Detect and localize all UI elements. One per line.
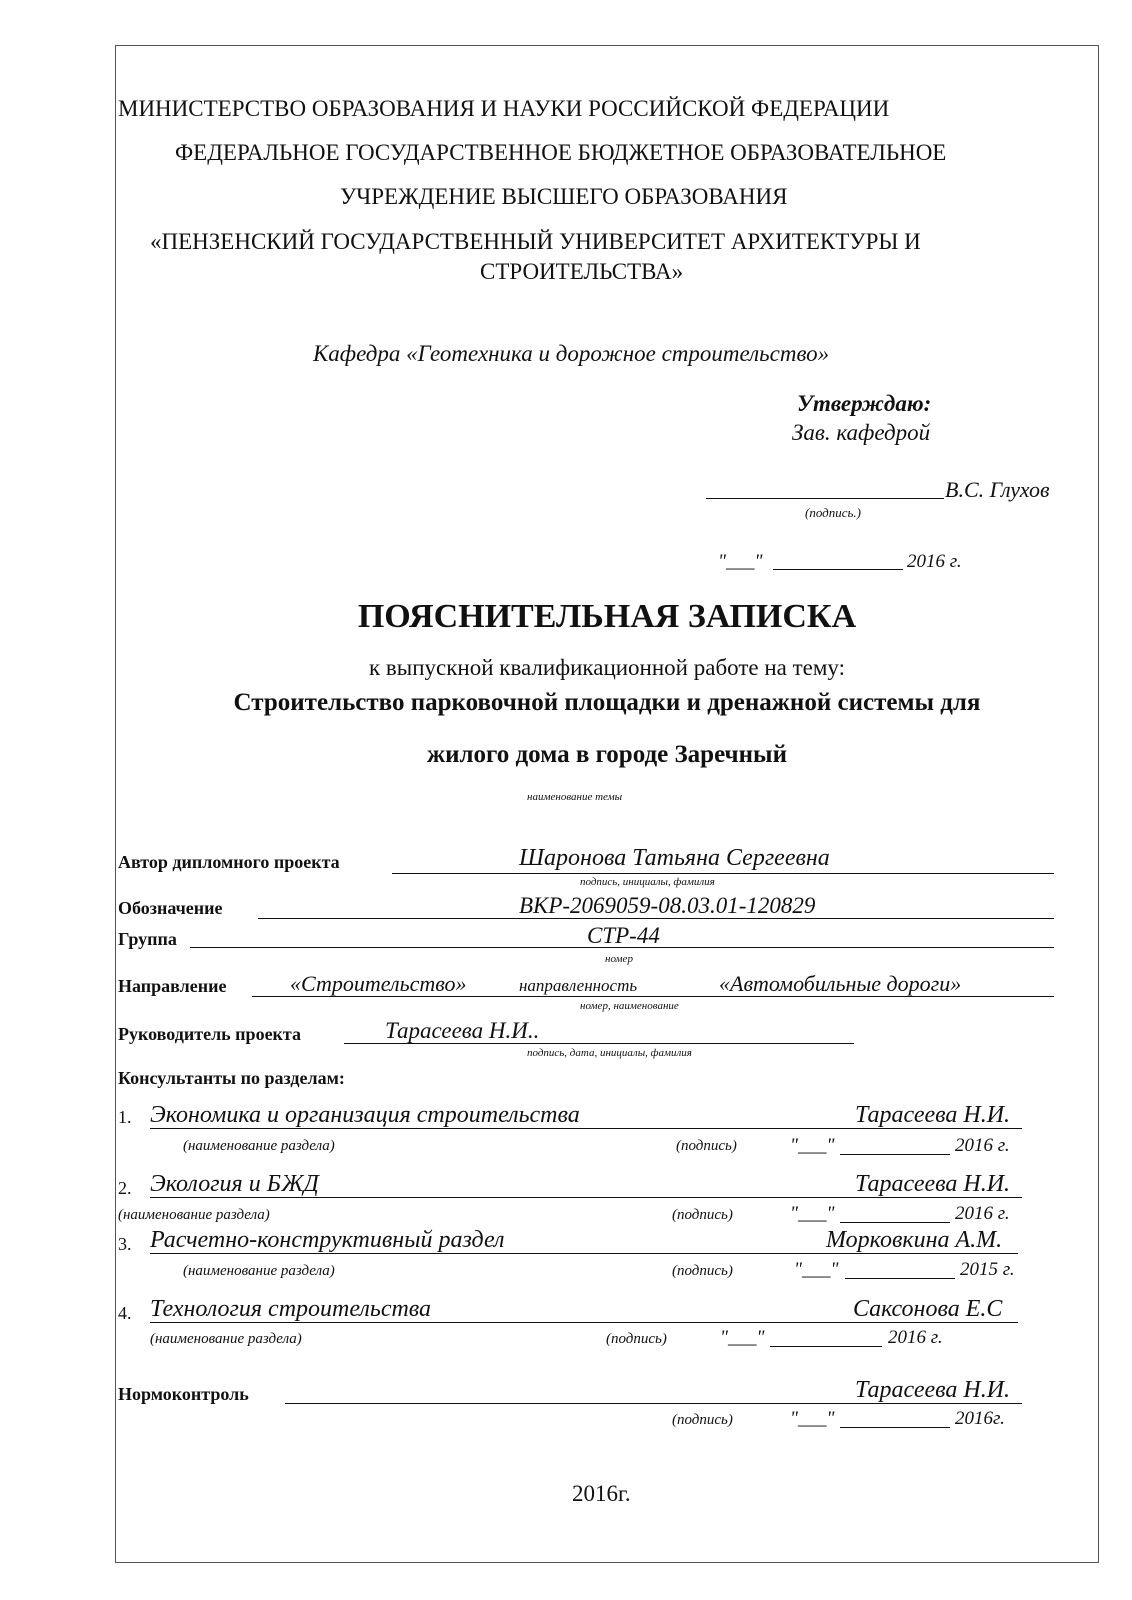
approval-title: Утверждаю: bbox=[797, 391, 932, 416]
supervisor-value: Тарасеева Н.И.. bbox=[385, 1018, 540, 1043]
normcontrol-name: Тарасеева Н.И. bbox=[855, 1377, 1011, 1403]
normcontrol-date-line bbox=[840, 1427, 950, 1428]
document-title: ПОЯСНИТЕЛЬНАЯ ЗАПИСКА bbox=[357, 598, 857, 635]
consultant-3-name: Морковкина А.М. bbox=[826, 1227, 1003, 1253]
author-caption: подпись, инициалы, фамилия bbox=[580, 876, 715, 888]
consultant-1-number: 1. bbox=[118, 1107, 132, 1127]
ministry-line: МИНИСТЕРСТВО ОБРАЗОВАНИЯ И НАУКИ РОССИЙСКОЙ ФЕДЕРАЦИИ bbox=[118, 96, 890, 121]
approval-year: 2016 г. bbox=[907, 551, 962, 572]
consultant-1-sign-caption: (подпись) bbox=[676, 1138, 737, 1154]
consultant-2-name: Тарасеева Н.И. bbox=[855, 1171, 1011, 1197]
consultant-3-section: Расчетно-конструктивный раздел bbox=[150, 1227, 505, 1253]
normcontrol-year: 2016г. bbox=[955, 1408, 1005, 1429]
approval-date-day: "___" bbox=[718, 551, 763, 572]
direction-label: Направление bbox=[118, 976, 227, 996]
consultant-1-section: Экономика и организация строительства bbox=[150, 1102, 580, 1128]
document-subtitle: к выпускной квалификационной работе на тему: bbox=[368, 655, 846, 680]
normcontrol-label: Нормоконтроль bbox=[118, 1384, 249, 1404]
consultant-2-section-caption: (наименование раздела) bbox=[118, 1207, 270, 1223]
approval-name: В.С. Глухов bbox=[945, 477, 1050, 502]
consultant-4-date-day: "___" bbox=[720, 1327, 765, 1348]
footer-year: 2016г. bbox=[572, 1481, 631, 1506]
supervisor-label: Руководитель проекта bbox=[118, 1024, 301, 1044]
consultant-2-date-day: "___" bbox=[790, 1203, 835, 1224]
institution-line-1: ФЕДЕРАЛЬНОЕ ГОСУДАРСТВЕННОЕ БЮДЖЕТНОЕ ОБРАЗОВАТЕЛЬНОЕ bbox=[175, 140, 947, 165]
topic-caption: наименование темы bbox=[527, 791, 623, 803]
author-line bbox=[392, 873, 1054, 874]
consultant-2-number: 2. bbox=[118, 1178, 132, 1198]
consultant-4-sign-caption: (подпись) bbox=[606, 1331, 667, 1347]
profile-label: направленность bbox=[519, 976, 638, 995]
consultant-4-number: 4. bbox=[118, 1303, 132, 1323]
profile-value: «Автомобильные дороги» bbox=[719, 971, 962, 996]
consultant-1-section-caption: (наименование раздела) bbox=[183, 1138, 335, 1154]
topic-line-2: жилого дома в городе Заречный bbox=[427, 741, 787, 768]
direction-caption: номер, наименование bbox=[580, 1000, 679, 1012]
consultant-2-year: 2016 г. bbox=[955, 1203, 1010, 1224]
designation-value: ВКР-2069059-08.03.01-120829 bbox=[519, 893, 816, 918]
consultant-3-sign-caption: (подпись) bbox=[672, 1263, 733, 1279]
consultant-2-section: Экология и БЖД bbox=[150, 1171, 319, 1197]
approval-signature-caption: (подпись.) bbox=[805, 505, 861, 520]
consultant-3-year: 2015 г. bbox=[960, 1259, 1015, 1280]
consultant-1-year: 2016 г. bbox=[955, 1135, 1010, 1156]
designation-label: Обозначение bbox=[118, 898, 223, 918]
consultant-2-date-line bbox=[840, 1222, 950, 1223]
institution-line-2: УЧРЕЖДЕНИЕ ВЫСШЕГО ОБРАЗОВАНИЯ bbox=[340, 184, 788, 209]
topic-line-1: Строительство парковочной площадки и дренажной системы для bbox=[233, 689, 981, 716]
consultant-4-section-caption: (наименование раздела) bbox=[150, 1331, 302, 1347]
normcontrol-date-day: "___" bbox=[790, 1408, 835, 1429]
group-caption: номер bbox=[605, 953, 633, 965]
university-line-1: «ПЕНЗЕНСКИЙ ГОСУДАРСТВЕННЫЙ УНИВЕРСИТЕТ АРХИТЕКТУРЫ И bbox=[150, 229, 921, 254]
consultant-4-date-line bbox=[770, 1346, 882, 1347]
consultant-3-date-line bbox=[845, 1278, 955, 1279]
approval-role: Зав. кафедрой bbox=[792, 420, 931, 445]
consultant-1-name: Тарасеева Н.И. bbox=[855, 1102, 1011, 1128]
author-value: Шаронова Татьяна Сергеевна bbox=[519, 845, 830, 871]
consultant-4-section: Технология строительства bbox=[150, 1296, 432, 1322]
consultant-3-date-day: "___" bbox=[794, 1259, 839, 1280]
department-name: Кафедра «Геотехника и дорожное строительство» bbox=[313, 341, 830, 366]
author-label: Автор дипломного проекта bbox=[118, 852, 340, 872]
normcontrol-sign-caption: (подпись) bbox=[672, 1412, 733, 1428]
consultant-2-sign-caption: (подпись) bbox=[672, 1207, 733, 1223]
approval-date-line bbox=[773, 569, 903, 570]
group-label: Группа bbox=[118, 929, 177, 949]
approval-signature-line bbox=[706, 498, 944, 499]
consultant-3-number: 3. bbox=[118, 1234, 132, 1254]
consultant-4-year: 2016 г. bbox=[888, 1327, 943, 1348]
university-line-2: СТРОИТЕЛЬСТВА» bbox=[480, 259, 684, 284]
consultant-4-name: Саксонова Е.С bbox=[853, 1296, 1003, 1322]
consultant-1-date-day: "___" bbox=[790, 1135, 835, 1156]
consultants-label: Консультанты по разделам: bbox=[118, 1068, 345, 1088]
consultant-1-date-line bbox=[840, 1154, 950, 1155]
supervisor-caption: подпись, дата, инициалы, фамилия bbox=[527, 1047, 692, 1059]
direction-value: «Строительство» bbox=[290, 971, 467, 996]
group-value: СТР-44 bbox=[587, 923, 660, 948]
consultant-3-section-caption: (наименование раздела) bbox=[183, 1263, 335, 1279]
